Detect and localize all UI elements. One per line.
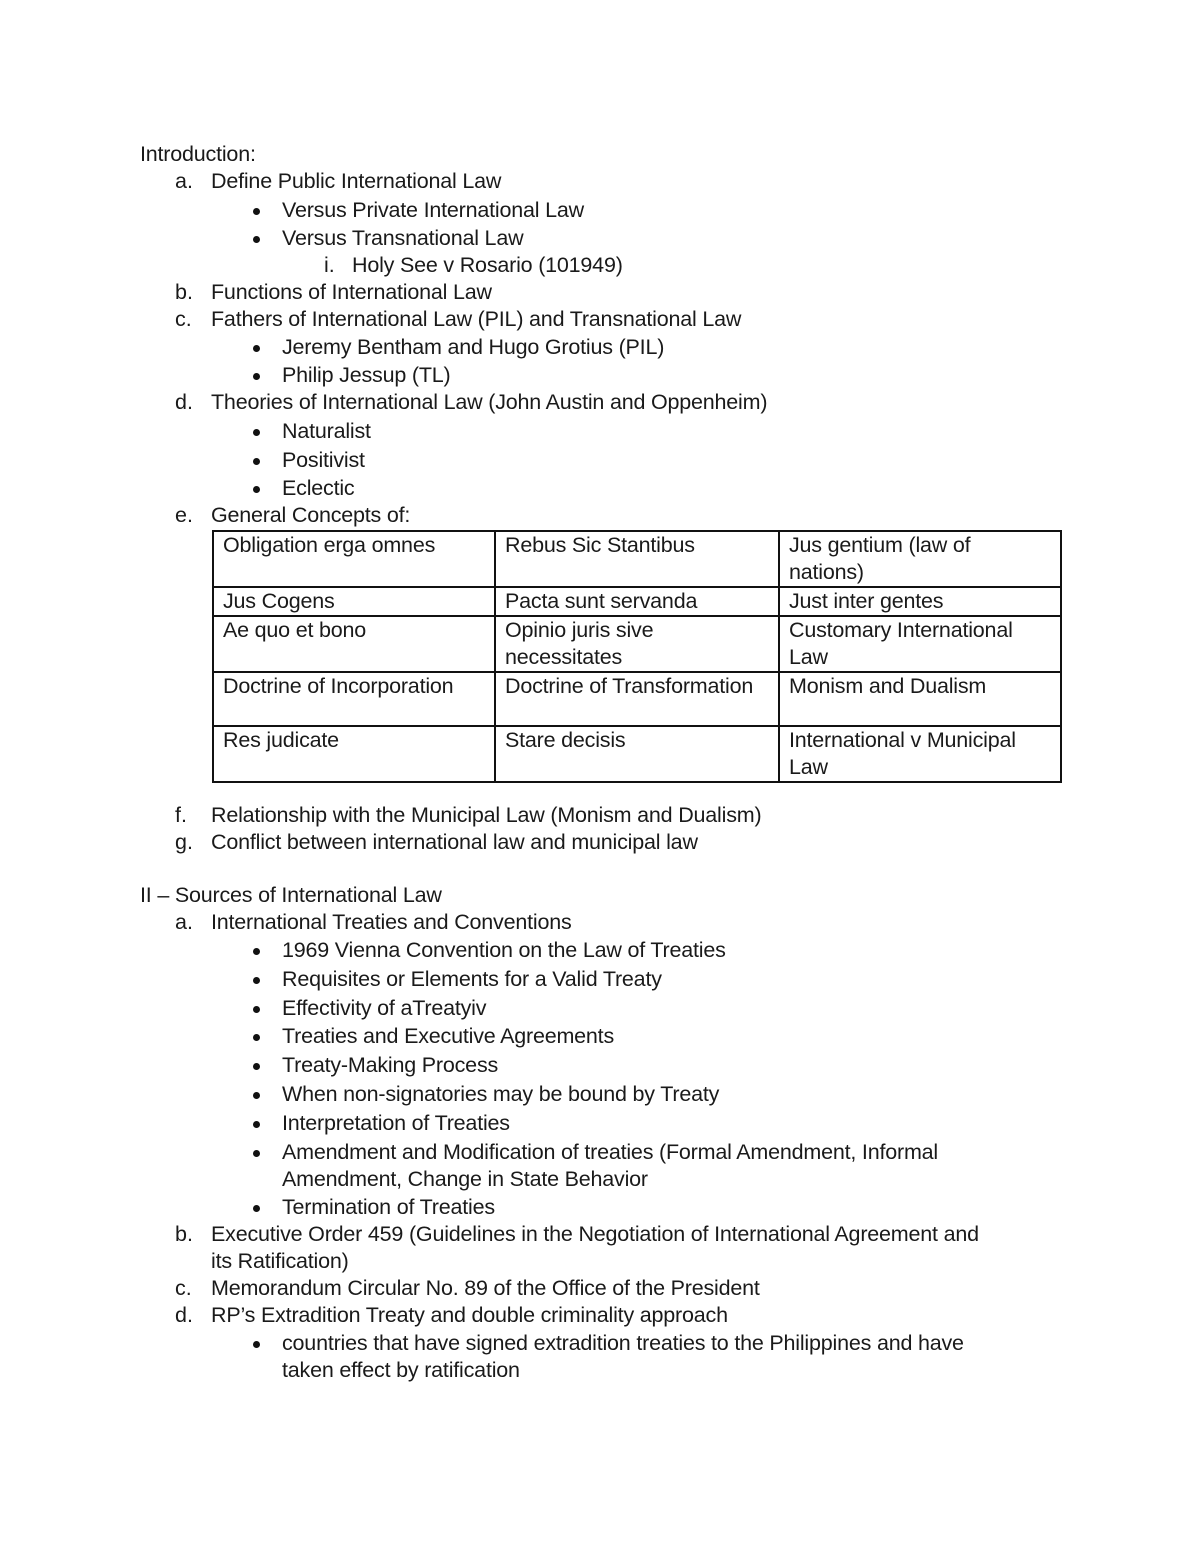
list-item: Holy See v Rosario (101949) bbox=[352, 253, 623, 277]
intro-item-g: Conflict between international law and municipal law bbox=[211, 830, 698, 854]
bullet-icon bbox=[253, 458, 260, 465]
sources-item-c: Memorandum Circular No. 89 of the Office of the President bbox=[211, 1276, 760, 1300]
table-row bbox=[213, 672, 1061, 726]
list-item: 1969 Vienna Convention on the Law of Treaties bbox=[282, 938, 726, 962]
bullet-icon bbox=[253, 236, 260, 243]
bullet-icon bbox=[253, 429, 260, 436]
bullet-icon bbox=[253, 345, 260, 352]
list-item: Eclectic bbox=[282, 476, 355, 500]
list-item: When non-signatories may be bound by Treaty bbox=[282, 1082, 720, 1106]
bullet-icon bbox=[253, 1034, 260, 1041]
bullet-icon bbox=[253, 1205, 260, 1212]
table-cell: Opinio juris sive necessitates bbox=[495, 616, 779, 672]
list-item: Versus Private International Law bbox=[282, 198, 584, 222]
list-item: Philip Jessup (TL) bbox=[282, 363, 451, 387]
intro-item-d: Theories of International Law (John Austin and Oppenheim) bbox=[211, 390, 768, 414]
item-marker: b. bbox=[175, 280, 193, 304]
item-marker: f. bbox=[175, 803, 187, 827]
item-marker: a. bbox=[175, 910, 193, 934]
table-cell: Monism and Dualism bbox=[779, 672, 1061, 726]
list-item: Termination of Treaties bbox=[282, 1195, 495, 1219]
intro-item-e: General Concepts of: bbox=[211, 503, 411, 527]
item-marker: c. bbox=[175, 307, 192, 331]
table-cell: Just inter gentes bbox=[779, 587, 1061, 616]
bullet-icon bbox=[253, 1092, 260, 1099]
bullet-icon bbox=[253, 1121, 260, 1128]
list-item: Positivist bbox=[282, 448, 365, 472]
table-cell: Jus gentium (law of nations) bbox=[779, 531, 1061, 587]
bullet-icon bbox=[253, 373, 260, 380]
list-item: countries that have signed extradition treaties to the Philippines and have bbox=[282, 1331, 964, 1355]
intro-item-b: Functions of International Law bbox=[211, 280, 492, 304]
intro-item-f: Relationship with the Municipal Law (Monism and Dualism) bbox=[211, 803, 762, 827]
intro-item-c: Fathers of International Law (PIL) and Transnational Law bbox=[211, 307, 742, 331]
table-cell: Rebus Sic Stantibus bbox=[495, 531, 779, 587]
list-item: Amendment and Modification of treaties (Formal Amendment, Informal bbox=[282, 1140, 938, 1164]
item-marker: d. bbox=[175, 390, 193, 414]
list-item: Treaty-Making Process bbox=[282, 1053, 499, 1077]
sources-item-d: RP’s Extradition Treaty and double criminality approach bbox=[211, 1303, 728, 1327]
list-item: Treaties and Executive Agreements bbox=[282, 1024, 615, 1048]
list-item: Versus Transnational Law bbox=[282, 226, 524, 250]
table-row bbox=[213, 587, 1061, 616]
item-marker: b. bbox=[175, 1222, 193, 1246]
bullet-icon bbox=[253, 486, 260, 493]
concepts-table bbox=[212, 530, 1062, 783]
sources-item-b: Executive Order 459 (Guidelines in the Negotiation of International Agreement and bbox=[211, 1222, 979, 1246]
list-item: Naturalist bbox=[282, 419, 371, 443]
sources-item-b-continuation: its Ratification) bbox=[211, 1249, 349, 1273]
item-marker: e. bbox=[175, 503, 193, 527]
item-marker: a. bbox=[175, 169, 193, 193]
table-cell: Res judicate bbox=[213, 726, 495, 782]
list-item: Requisites or Elements for a Valid Treaty bbox=[282, 967, 662, 991]
sources-item-a: International Treaties and Conventions bbox=[211, 910, 572, 934]
bullet-icon bbox=[253, 1006, 260, 1013]
table-cell: Doctrine of Transformation bbox=[495, 672, 779, 726]
list-item: Effectivity of aTreatyiv bbox=[282, 996, 487, 1020]
table-cell: Ae quo et bono bbox=[213, 616, 495, 672]
table-cell: Customary International Law bbox=[779, 616, 1061, 672]
intro-item-a: Define Public International Law bbox=[211, 169, 502, 193]
list-item-continuation: taken effect by ratification bbox=[282, 1358, 520, 1382]
list-item: Jeremy Bentham and Hugo Grotius (PIL) bbox=[282, 335, 665, 359]
table-cell: Doctrine of Incorporation bbox=[213, 672, 495, 726]
bullet-icon bbox=[253, 208, 260, 215]
table-cell: Jus Cogens bbox=[213, 587, 495, 616]
table-cell: Obligation erga omnes bbox=[213, 531, 495, 587]
table-cell: International v Municipal Law bbox=[779, 726, 1061, 782]
sources-heading: II – Sources of International Law bbox=[140, 883, 442, 907]
item-marker: c. bbox=[175, 1276, 192, 1300]
intro-heading: Introduction: bbox=[140, 142, 256, 166]
item-marker: d. bbox=[175, 1303, 193, 1327]
bullet-icon bbox=[253, 977, 260, 984]
table-cell: Pacta sunt servanda bbox=[495, 587, 779, 616]
table-row bbox=[213, 726, 1061, 782]
bullet-icon bbox=[253, 948, 260, 955]
list-item: Interpretation of Treaties bbox=[282, 1111, 510, 1135]
bullet-icon bbox=[253, 1063, 260, 1070]
item-marker: g. bbox=[175, 830, 193, 854]
item-marker: i. bbox=[324, 253, 335, 277]
bullet-icon bbox=[253, 1341, 260, 1348]
list-item-continuation: Amendment, Change in State Behavior bbox=[282, 1167, 648, 1191]
table-cell: Stare decisis bbox=[495, 726, 779, 782]
table-row bbox=[213, 531, 1061, 587]
bullet-icon bbox=[253, 1150, 260, 1157]
table-row bbox=[213, 616, 1061, 672]
